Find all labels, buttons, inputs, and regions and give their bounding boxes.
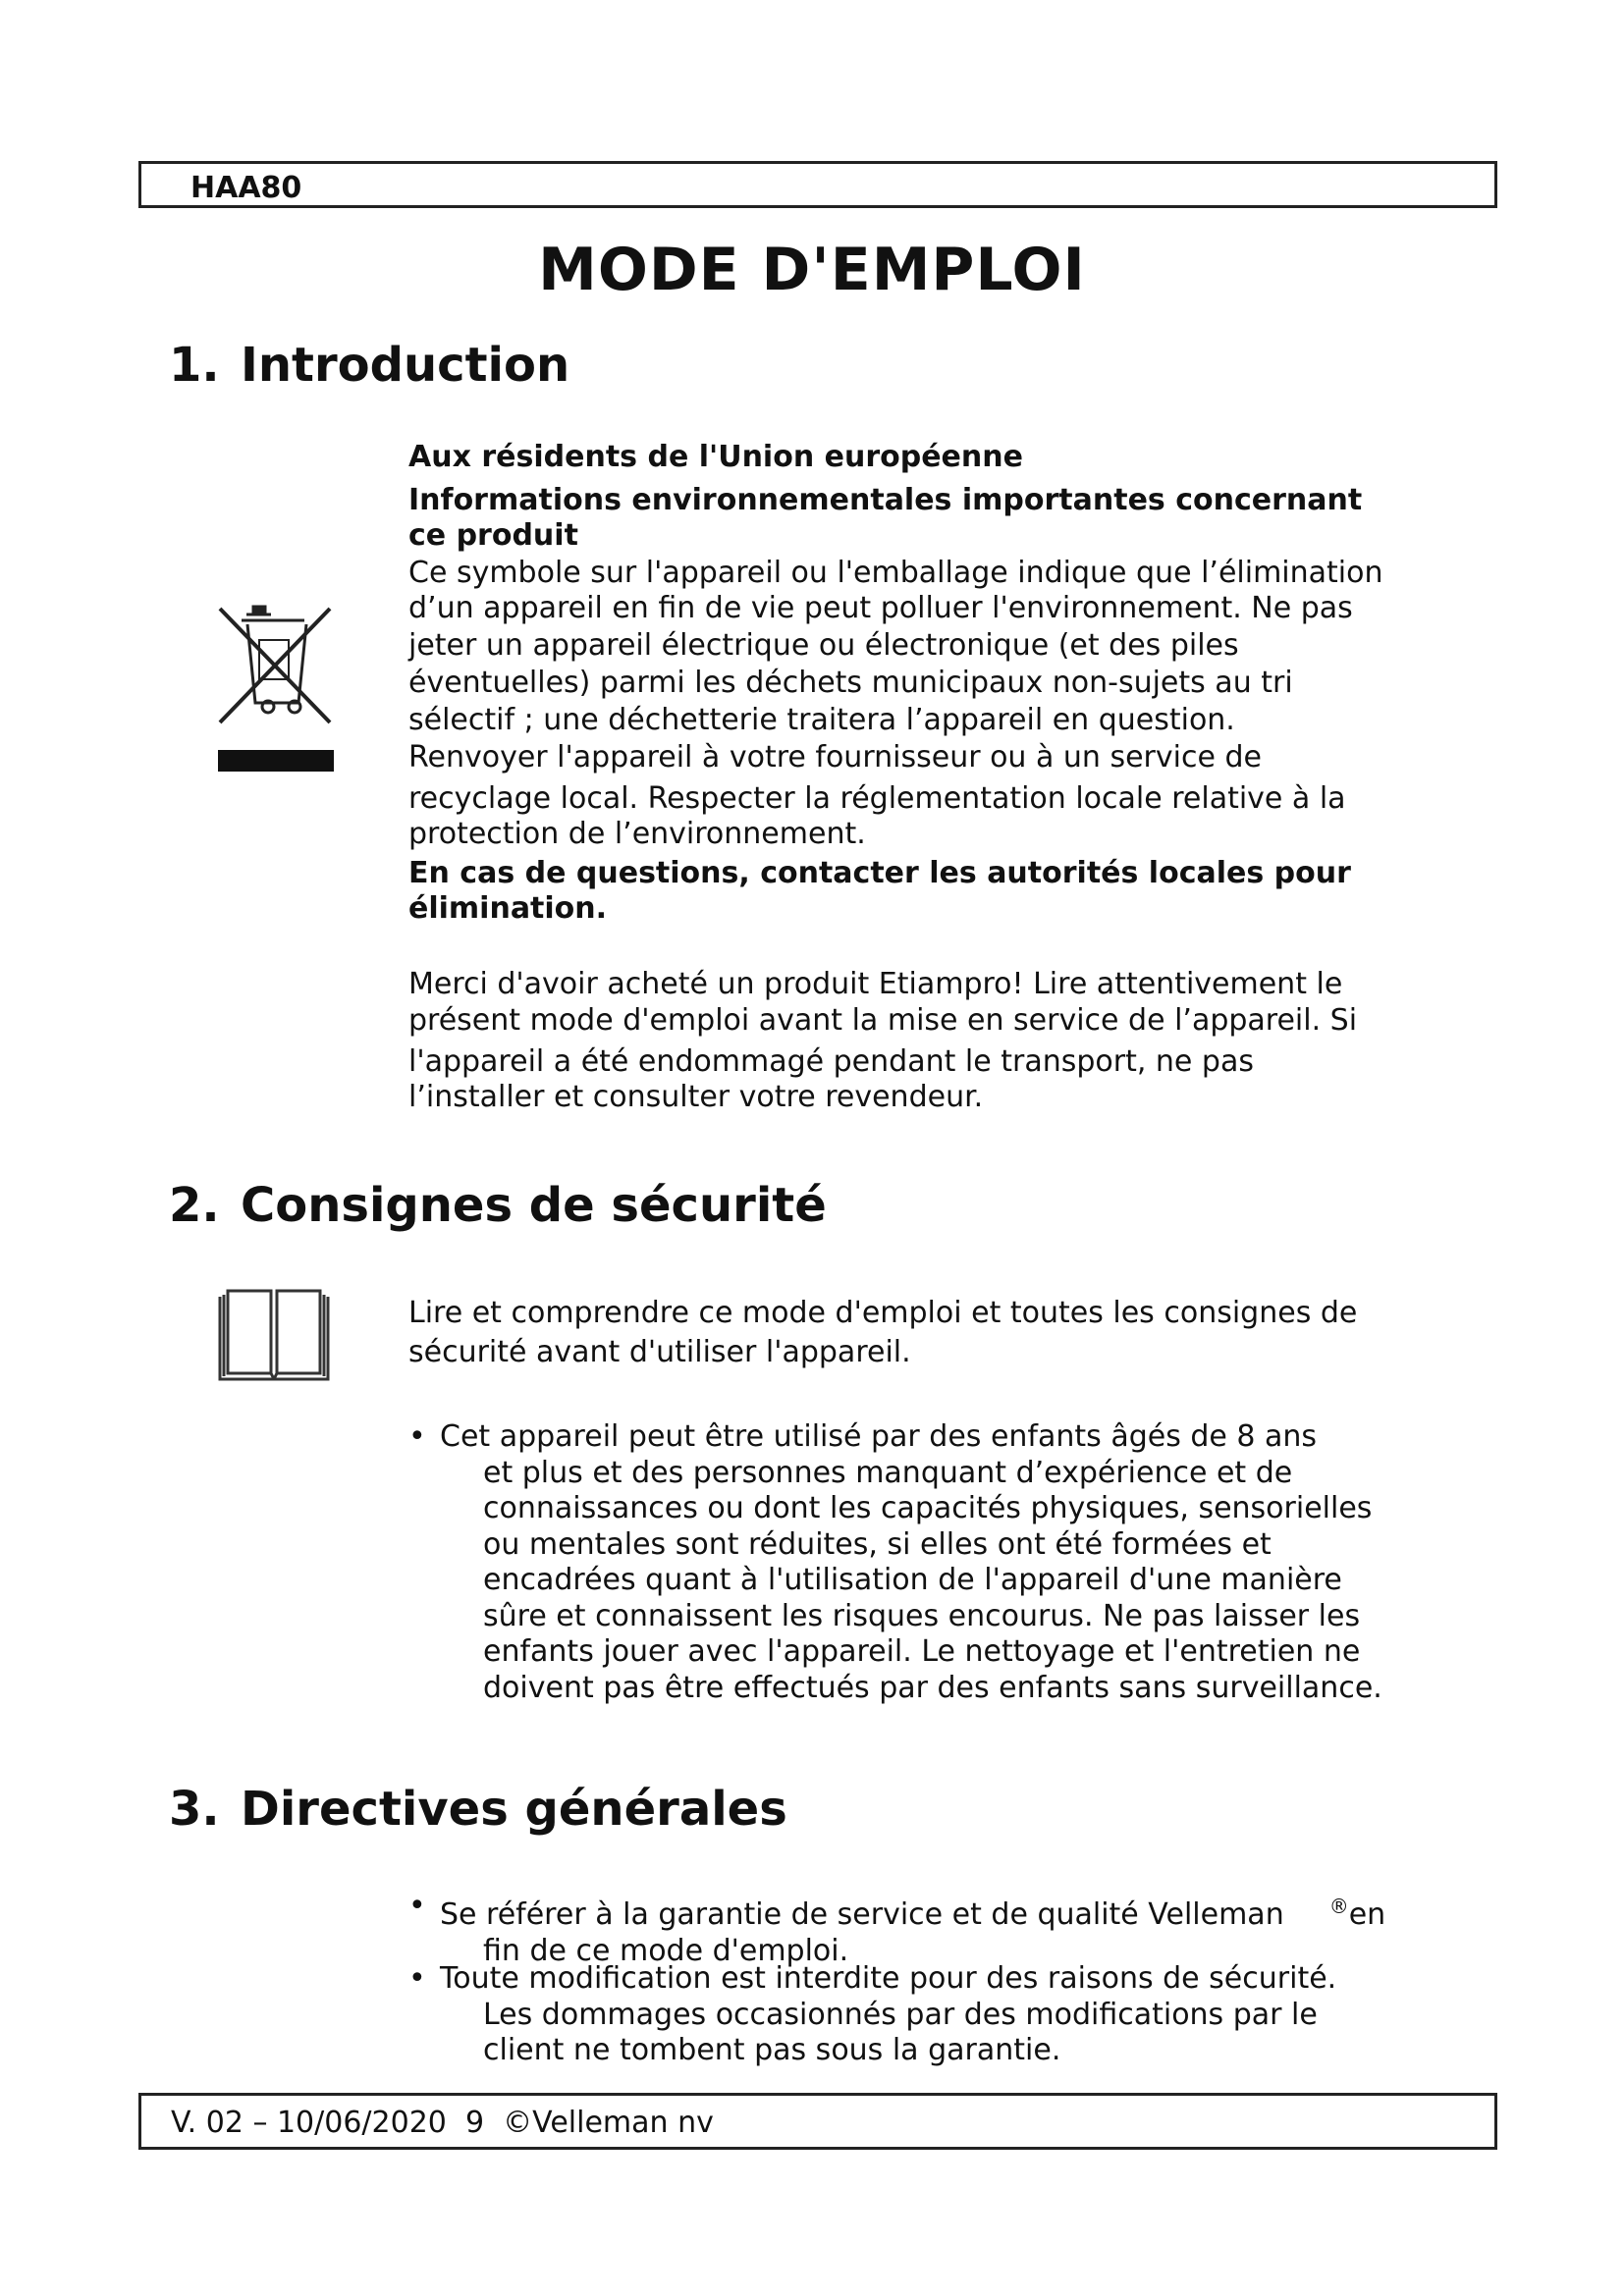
bullet-line: Cet appareil peut être utilisé par des enfants âgés de 8 ans [440, 1419, 1318, 1454]
bullet-dot: • [408, 1889, 426, 1923]
env-heading-line-2: ce produit [408, 518, 578, 553]
env-body-line: sélectif ; une déchetterie traitera l’appareil en question. [408, 703, 1235, 737]
read-manual-line-1: Lire et comprendre ce mode d'emploi et toutes les consignes de [408, 1296, 1358, 1330]
section-heading-introduction [169, 338, 569, 393]
bullet-line: Se référer à la garantie de service et de qualité Velleman [440, 1897, 1284, 1932]
general-bullet-modification [408, 1961, 1336, 2069]
bullet-line: fin de ce mode d'emploi. [483, 1933, 849, 1968]
footer-page-number: 9 [464, 2106, 485, 2140]
section-number: 3. [169, 1782, 220, 1837]
bullet-line: encadrées quant à l'utilisation de l'appareil d'une manière [483, 1563, 1342, 1597]
section-title: Consignes de sécurité [241, 1178, 827, 1233]
bullet-line: sûre et connaissent les risques encourus. Ne pas laisser les [483, 1598, 1361, 1633]
questions-line-2: élimination. [408, 891, 608, 926]
bullet-line-suffix: en [1348, 1897, 1386, 1932]
bullet-line: enfants jouer avec l'appareil. Le nettoyage et l'entretien ne [483, 1634, 1361, 1669]
header-box [138, 161, 1497, 208]
footer-box [138, 2093, 1497, 2150]
env-heading-line-1: Informations environnementales importantes concernant [408, 483, 1363, 517]
thanks-line: l’installer et consulter votre revendeur. [408, 1080, 984, 1114]
section-title: Introduction [241, 338, 570, 393]
bullet-line: doivent pas être effectués par des enfants sans surveillance. [483, 1670, 1382, 1705]
thanks-line: l'appareil a été endommagé pendant le transport, ne pas [408, 1044, 1254, 1079]
read-manual-line-2: sécurité avant d'utiliser l'appareil. [408, 1335, 911, 1369]
questions-line-1: En cas de questions, contacter les autorités locales pour [408, 856, 1351, 890]
footer-text [171, 2106, 714, 2140]
bullet-line: Les dommages occasionnés par des modifications par le [483, 1997, 1318, 2032]
env-body-line: jeter un appareil électrique ou électronique (et des piles [408, 628, 1239, 663]
bullet-line: client ne tombent pas sous la garantie. [483, 2033, 1061, 2067]
env-body-line: protection de l’environnement. [408, 817, 866, 851]
bullet-line: connaissances ou dont les capacités physiques, sensorielles [483, 1491, 1373, 1525]
footer-copyright: ©Velleman nv [503, 2106, 714, 2140]
model-number: HAA80 [190, 171, 302, 205]
read-manual-icon [216, 1285, 332, 1383]
env-body-line: recyclage local. Respecter la réglementation locale relative à la [408, 781, 1346, 816]
env-body-line: Renvoyer l'appareil à votre fournisseur ou à un service de [408, 740, 1262, 774]
env-body-line: éventuelles) parmi les déchets municipaux non-sujets au tri [408, 666, 1293, 700]
env-body-line: Ce symbole sur l'appareil ou l'emballage indique que l’élimination [408, 556, 1383, 590]
bullet-line: Toute modification est interdite pour des raisons de sécurité. [440, 1961, 1337, 1996]
thanks-line: Merci d'avoir acheté un produit Etiampro! Lire attentivement le [408, 967, 1343, 1001]
thanks-line: présent mode d'emploi avant la mise en service de l’appareil. Si [408, 1003, 1358, 1038]
section-heading-safety [169, 1178, 827, 1233]
document-title: MODE D'EMPLOI [538, 236, 1086, 304]
footer-version: V. 02 – 10/06/2020 [171, 2106, 447, 2140]
section-title: Directives générales [241, 1782, 787, 1837]
section-heading-general [169, 1782, 787, 1837]
env-body-line: d’un appareil en fin de vie peut polluer l'environnement. Ne pas [408, 591, 1353, 625]
section-number: 2. [169, 1178, 220, 1233]
eu-residents-heading: Aux résidents de l'Union européenne [408, 440, 1023, 474]
bullet-dot: • [408, 1961, 426, 1996]
registered-mark: ® [1328, 1895, 1349, 1918]
safety-bullet [408, 1419, 1382, 1706]
bullet-line: et plus et des personnes manquant d’expérience et de [483, 1455, 1293, 1490]
weee-bin-icon [214, 601, 340, 774]
section-number: 1. [169, 338, 220, 393]
general-bullet-warranty [408, 1889, 1385, 1969]
bullet-dot: • [408, 1419, 426, 1454]
bullet-line: ou mentales sont réduites, si elles ont été formées et [483, 1526, 1272, 1562]
